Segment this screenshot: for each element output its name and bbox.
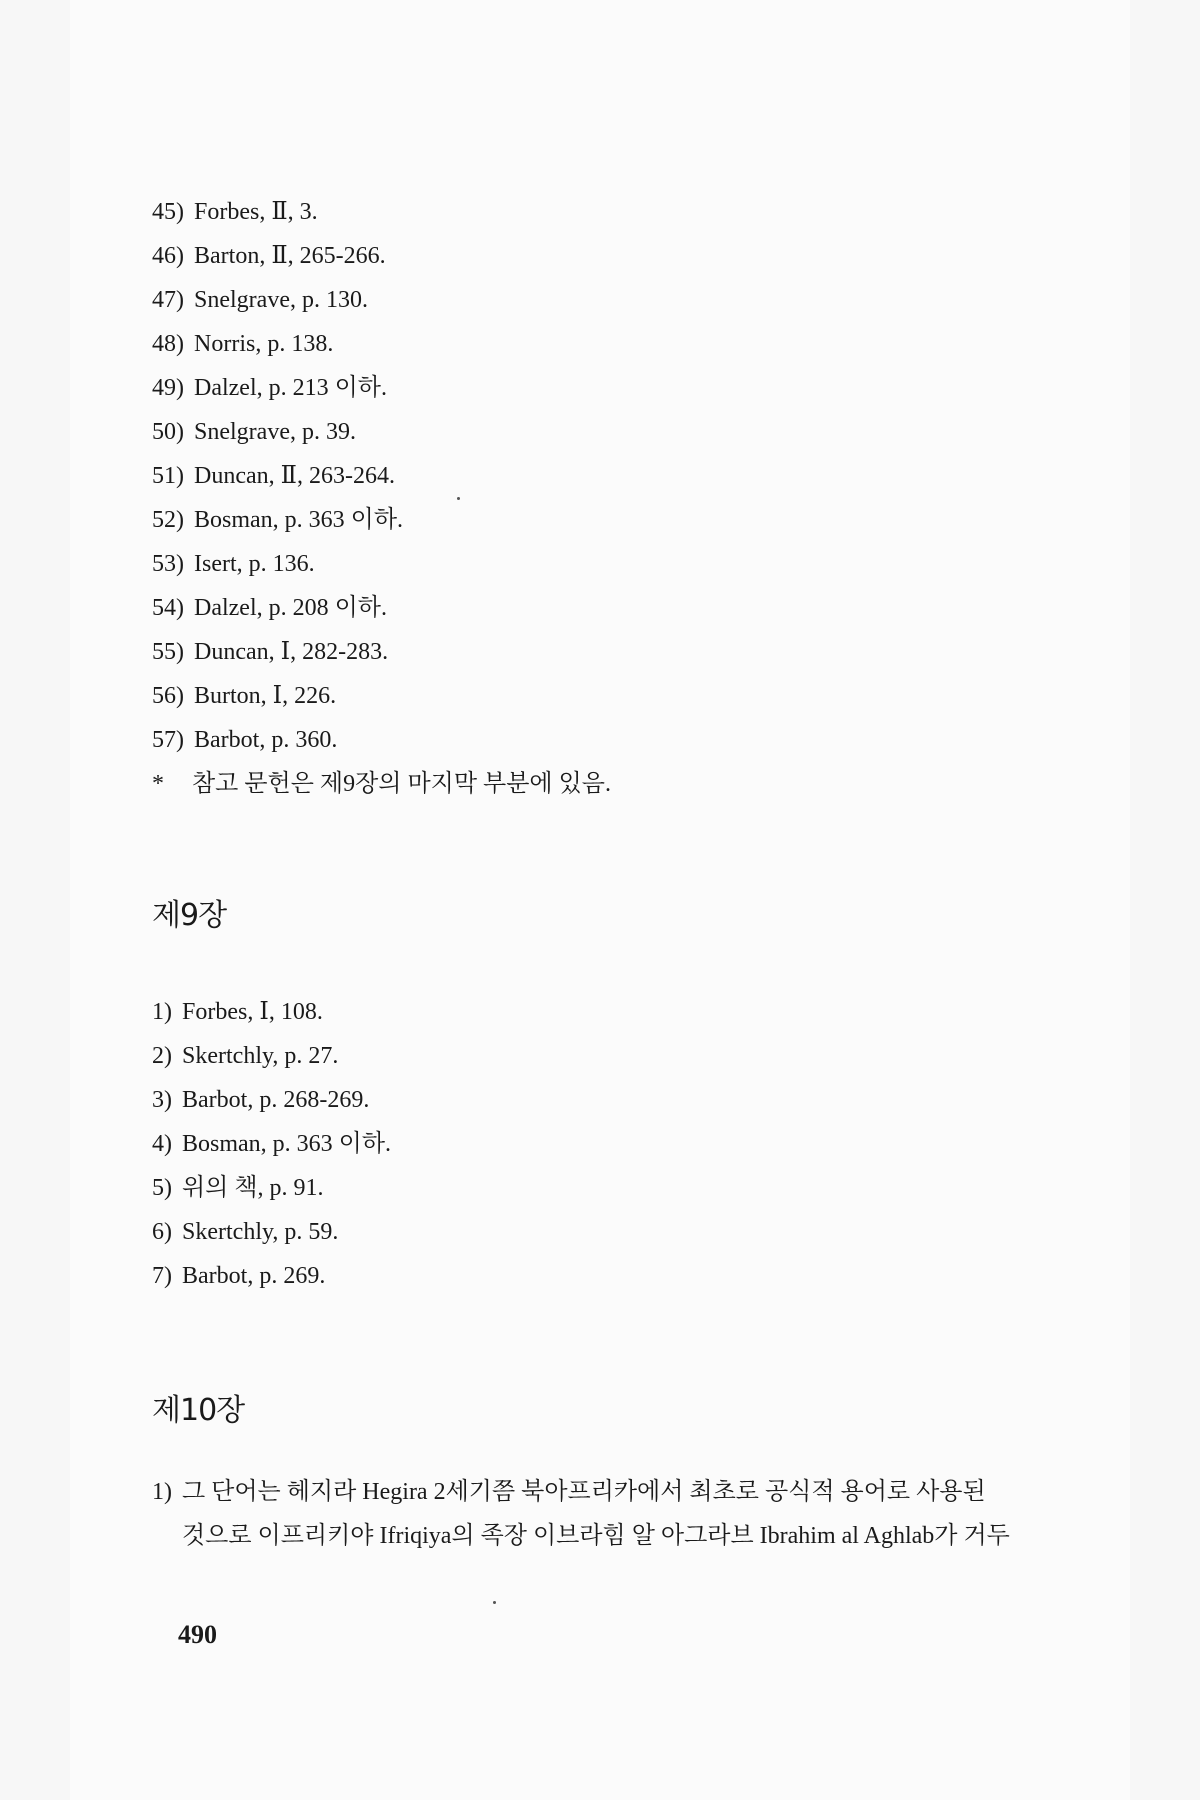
list-item: 46) Barton, Ⅱ, 265-266. (152, 243, 386, 269)
list-item: 3) Barbot, p. 268-269. (152, 1087, 370, 1113)
list-item: 55) Duncan, Ⅰ, 282-283. (152, 639, 389, 665)
list-item: 54) Dalzel, p. 208 이하. (152, 595, 387, 621)
chapter10-note-1 (152, 1470, 1072, 1558)
list-item: 2) Skertchly, p. 27. (152, 1043, 339, 1069)
list-item: 57) Barbot, p. 360. (152, 727, 338, 753)
list-item: 5) 위의 책, p. 91. (152, 1175, 324, 1201)
list-item: 51) Duncan, Ⅱ, 263-264. (152, 463, 395, 489)
chapter10-heading: 제10장 (152, 1393, 245, 1428)
list-item: 48) Norris, p. 138. (152, 331, 334, 357)
list-item: 52) Bosman, p. 363 이하. (152, 507, 404, 533)
list-item: 53) Isert, p. 136. (152, 551, 315, 577)
note-body (152, 1470, 1072, 1558)
chapter8-notes-list (152, 190, 611, 806)
list-item: 6) Skertchly, p. 59. (152, 1219, 339, 1245)
list-item: 49) Dalzel, p. 213 이하. (152, 375, 387, 401)
list-item: 47) Snelgrave, p. 130. (152, 287, 368, 313)
chapter9-notes-list (152, 990, 391, 1298)
chapter9-heading: 제9장 (152, 898, 227, 933)
list-item: 56) Burton, Ⅰ, 226. (152, 683, 337, 709)
list-item: 1) Forbes, Ⅰ, 108. (152, 999, 323, 1025)
note-line: 그 단어는 헤지라 Hegira 2세기쯤 북아프리카에서 최초로 공식적 용어로 사용된 (182, 1479, 986, 1505)
note-line: 것으로 이프리키야 Ifriqiya의 족장 이브라힘 알 아그라브 Ibrahim al Aghlab가 거두 (182, 1523, 1010, 1549)
note-number: 1) (152, 1479, 172, 1505)
page-number: 490 (178, 1620, 217, 1649)
list-item: 45) Forbes, Ⅱ, 3. (152, 199, 318, 225)
list-item: 7) Barbot, p. 269. (152, 1263, 326, 1289)
list-item: 4) Bosman, p. 363 이하. (152, 1131, 392, 1157)
scan-speck (493, 1601, 496, 1604)
list-item: 50) Snelgrave, p. 39. (152, 419, 356, 445)
scan-speck (457, 497, 460, 500)
reference-note: * 참고 문헌은 제9장의 마지막 부분에 있음. (152, 771, 611, 797)
